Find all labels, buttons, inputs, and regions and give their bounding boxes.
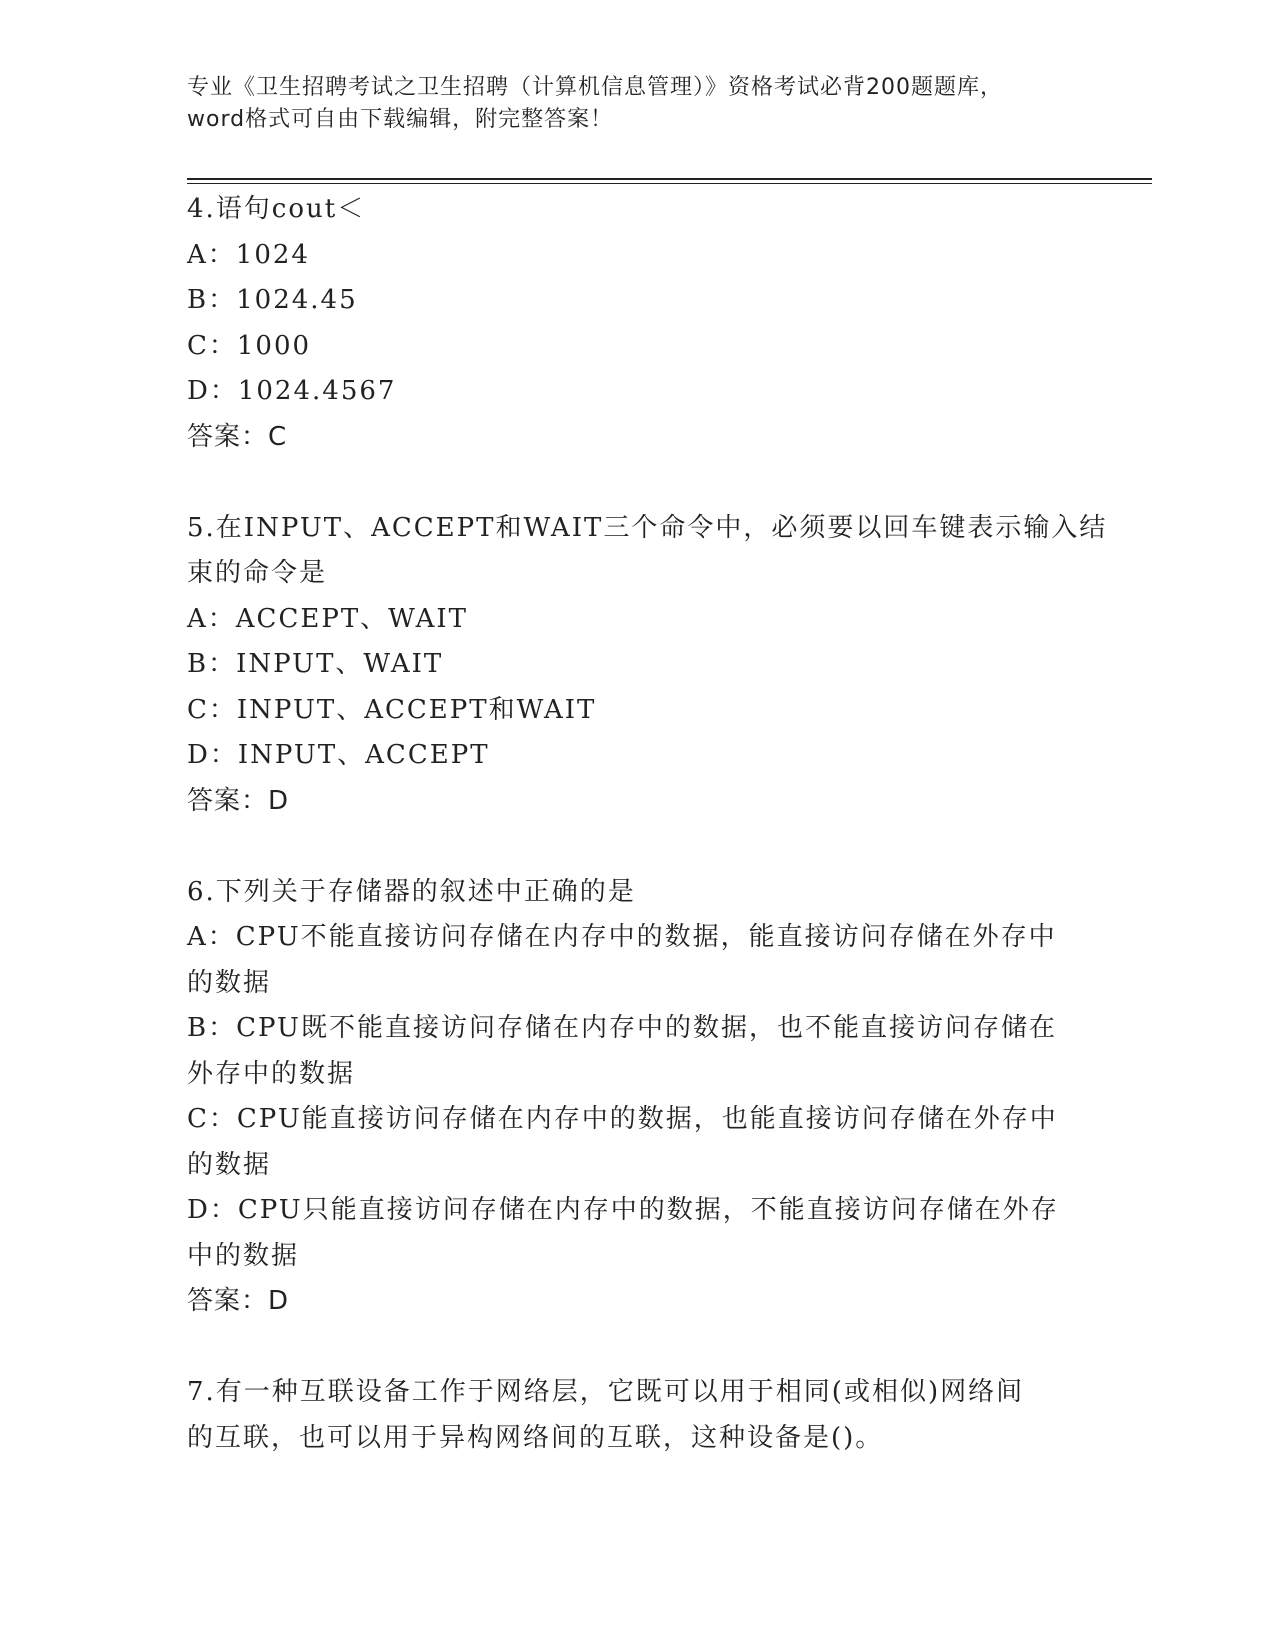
question-list (187, 187, 1108, 1461)
header-divider-thin (187, 183, 1152, 184)
option-a-line-2: 的数据 (187, 967, 272, 998)
question-6 (187, 870, 1087, 1325)
question-7 (187, 1370, 1087, 1461)
question-5 (187, 506, 1108, 825)
question-stem-line-2: 束的命令是 (187, 558, 328, 588)
spacer (187, 460, 1087, 506)
option-c: C：INPUT、ACCEPT和WAIT (187, 694, 597, 725)
question-stem-line-1: 5.在INPUT、ACCEPT和WAIT三个命令中，必须要以回车键表示输入结 (187, 512, 1108, 543)
option-b: B：INPUT、WAIT (187, 649, 444, 679)
answer: 答案：D (187, 785, 290, 816)
option-b: B：1024.45 (187, 285, 358, 315)
question-stem: 4.语句cout＜ (187, 194, 366, 224)
option-a: A：ACCEPT、WAIT (187, 603, 468, 634)
option-a: A：1024 (187, 239, 310, 270)
option-d-line-1: D：CPU只能直接访问存储在内存中的数据，不能直接访问存储在外存 (187, 1195, 1059, 1225)
header-divider-thick (187, 178, 1152, 180)
option-b-line-1: B：CPU既不能直接访问存储在内存中的数据，也不能直接访问存储在 (187, 1013, 1057, 1043)
question-stem-line-1: 7.有一种互联设备工作于网络层，它既可以用于相同(或相似)网络间 (187, 1377, 1025, 1407)
option-c-line-2: 的数据 (187, 1149, 272, 1180)
answer: 答案：C (187, 421, 288, 452)
document-header (187, 72, 1087, 136)
header-line-2: word格式可自由下载编辑，附完整答案！ (187, 107, 614, 132)
answer: 答案：D (187, 1286, 290, 1316)
option-b-line-2: 外存中的数据 (187, 1058, 356, 1089)
option-d: D：1024.4567 (187, 376, 397, 406)
spacer (187, 824, 1087, 870)
option-c: C：1000 (187, 330, 312, 361)
option-c-line-1: C：CPU能直接访问存储在内存中的数据，也能直接访问存储在外存中 (187, 1104, 1058, 1134)
option-a-line-1: A：CPU不能直接访问存储在内存中的数据，能直接访问存储在外存中 (187, 922, 1057, 952)
header-line-1: 专业《卫生招聘考试之卫生招聘（计算机信息管理）》资格考试必背200题题库， (187, 75, 1003, 100)
spacer (187, 1325, 1087, 1371)
option-d: D：INPUT、ACCEPT (187, 740, 490, 770)
option-d-line-2: 中的数据 (187, 1240, 300, 1271)
question-stem: 6.下列关于存储器的叙述中正确的是 (187, 876, 636, 907)
question-4 (187, 187, 1087, 460)
question-stem-line-2: 的互联，也可以用于异构网络间的互联，这种设备是()。 (187, 1422, 884, 1453)
